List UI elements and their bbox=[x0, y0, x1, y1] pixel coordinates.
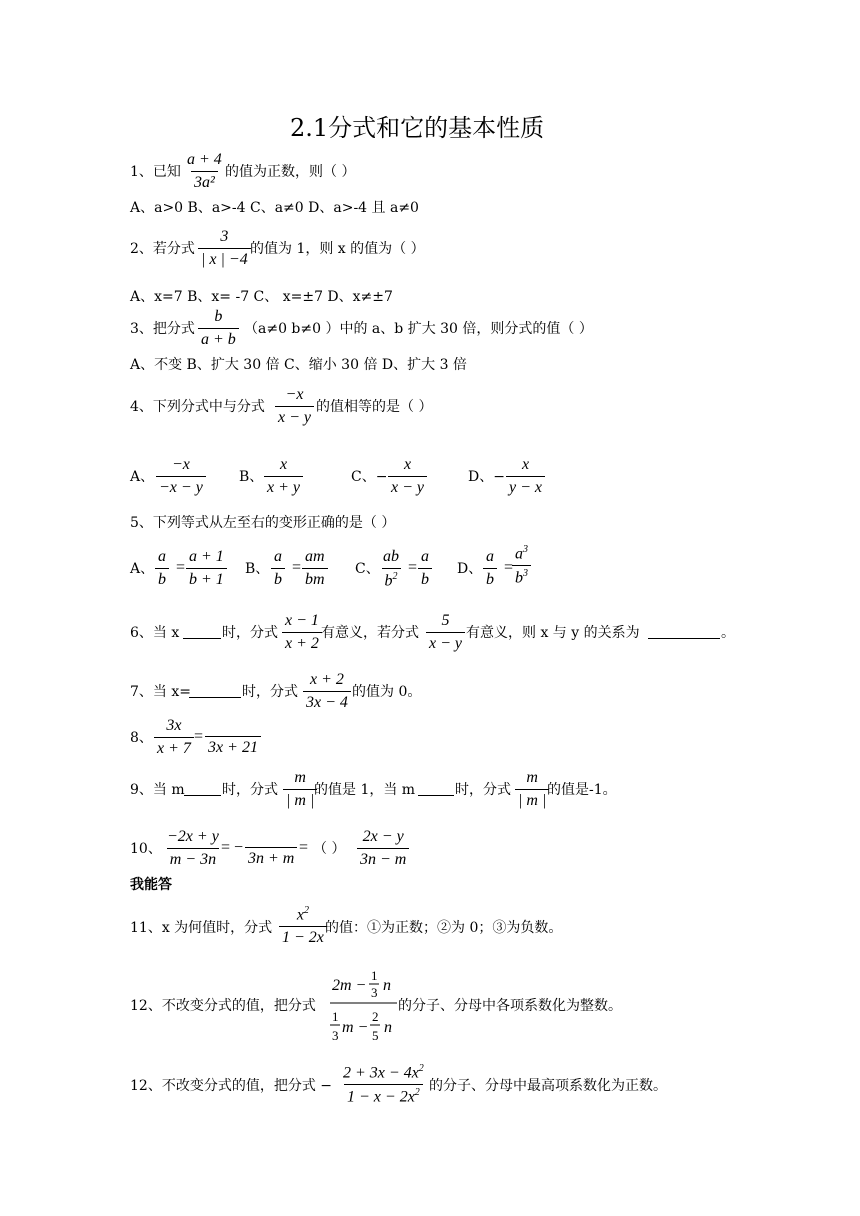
q5-option-a-right-fraction: a + 1 b + 1 bbox=[186, 549, 227, 588]
svg-text:1: 1 bbox=[332, 1009, 339, 1024]
q5-option-d-left-fraction: a b bbox=[483, 549, 497, 588]
q6-blank-1[interactable] bbox=[183, 638, 221, 639]
q2-suffix: 的值为 1，则 x 的值为（ ） bbox=[250, 241, 425, 257]
q6-text-2: 时，分式 bbox=[222, 625, 278, 641]
q5-option-c-right-fraction: a b bbox=[418, 549, 432, 588]
q7-blank[interactable] bbox=[189, 697, 241, 698]
q2-denominator: | x | −4 bbox=[198, 248, 251, 268]
q4-option-b-denominator: x + y bbox=[264, 476, 303, 496]
q4-option-b-fraction bbox=[264, 457, 303, 496]
q6-text-5: 。 bbox=[721, 625, 735, 641]
q4-option-d-fraction bbox=[506, 457, 545, 496]
q12b-text-2: 的分子、分母中最高项系数化为正数。 bbox=[429, 1078, 667, 1094]
q5-option-b-right-fraction: am bm bbox=[302, 549, 328, 588]
svg-text:2m −: 2m − bbox=[332, 977, 367, 994]
q6-text-1: 6、当 x bbox=[130, 625, 180, 641]
q4-denominator: x − y bbox=[275, 406, 314, 426]
q9-text-4: 时，分式 bbox=[455, 782, 511, 798]
q10-blank-numerator[interactable] bbox=[248, 829, 294, 847]
q10-fraction-3: 2x − y 3n − m bbox=[357, 829, 409, 868]
q6-fraction-1: x − 1 x + 2 bbox=[282, 613, 322, 652]
q4-option-d-denominator: y − x bbox=[506, 476, 545, 496]
page-title: 2.1分式和它的基本性质 bbox=[290, 114, 545, 142]
q3-prefix: 3、把分式 bbox=[130, 321, 195, 337]
svg-text:n: n bbox=[383, 977, 391, 994]
q6-text-4: 有意义，则 x 与 y 的关系为 bbox=[466, 625, 640, 641]
q3-denominator: a + b bbox=[198, 328, 239, 348]
q4-option-b-numerator: x bbox=[279, 456, 288, 473]
q12a-text-2: 的分子、分母中各项系数化为整数。 bbox=[398, 998, 622, 1014]
q5-option-b-label: B、 bbox=[245, 561, 270, 577]
q3-numerator: b bbox=[214, 308, 223, 325]
q5-option-c-equals: = bbox=[408, 559, 418, 576]
q4-suffix: 的值相等的是（ ） bbox=[316, 399, 433, 415]
q7-text-3: 的值为 0。 bbox=[352, 684, 422, 700]
q6-text-3: 有意义，若分式 bbox=[321, 625, 419, 641]
q4-prefix: 4、下列分式中与分式 bbox=[130, 399, 265, 415]
q7-text-2: 时，分式 bbox=[242, 684, 298, 700]
q3-fraction bbox=[198, 309, 239, 348]
q8-equals: = bbox=[194, 728, 204, 745]
q1-options: A、a>0 B、a>-4 C、a≠0 D、a>-4 且 a≠0 bbox=[130, 200, 419, 216]
q2-options: A、x=7 B、x= -7 C、 x=±7 D、x≠±7 bbox=[130, 289, 393, 305]
q1-numerator: a + 4 bbox=[187, 151, 222, 168]
q10-fraction-2: 3n + m bbox=[245, 829, 297, 867]
q4-fraction bbox=[275, 387, 314, 426]
svg-text:m −: m − bbox=[342, 1019, 369, 1036]
q4-option-c-denominator: x − y bbox=[388, 476, 427, 496]
q10-label: 10、 bbox=[130, 841, 162, 857]
q5-option-a-left-fraction: a b bbox=[155, 549, 169, 588]
q3-options: A、不变 B、扩大 30 倍 C、缩小 30 倍 D、扩大 3 倍 bbox=[130, 357, 467, 373]
svg-text:2: 2 bbox=[372, 1009, 379, 1024]
q9-blank-1[interactable] bbox=[184, 795, 221, 796]
q5-option-b-equals: = bbox=[292, 559, 302, 576]
q11-fraction: $x^2$ 1 − 2x bbox=[279, 906, 327, 946]
q5-option-a-label: A、 bbox=[130, 561, 155, 577]
q5-text: 5、下列等式从左至右的变形正确的是（ ） bbox=[130, 515, 396, 531]
q8-right-fraction: 3x + 21 bbox=[205, 718, 261, 756]
svg-text:3: 3 bbox=[371, 985, 378, 1000]
q9-fraction-1: m | m | bbox=[283, 770, 317, 809]
q12b-text-1: 12、不改变分式的值，把分式 − bbox=[130, 1078, 332, 1094]
q5-option-c-left-fraction: ab $b^2$ bbox=[383, 548, 399, 590]
q5-option-a-equals: = bbox=[176, 559, 186, 576]
q4-option-c-label: C、− bbox=[351, 469, 388, 485]
q4-option-a-fraction bbox=[156, 457, 206, 496]
q3-suffix: （a≠0 b≠0 ）中的 a、b 扩大 30 倍，则分式的值（ ） bbox=[244, 321, 593, 337]
q9-text-1: 9、当 m bbox=[130, 782, 185, 798]
q6-blank-2[interactable] bbox=[648, 638, 720, 639]
q2-fraction bbox=[198, 229, 251, 268]
q4-option-b-label: B、 bbox=[239, 469, 264, 485]
q9-fraction-2: m | m | bbox=[515, 770, 549, 809]
q9-text-2: 时，分式 bbox=[222, 782, 278, 798]
q1-denominator: 3a² bbox=[191, 171, 218, 191]
q7-fraction: x + 2 3x − 4 bbox=[303, 672, 351, 711]
q1-prefix: 1、已知 bbox=[130, 164, 181, 180]
q4-option-a-numerator: −x bbox=[171, 456, 190, 473]
q4-option-d-numerator: x bbox=[521, 456, 530, 473]
svg-text:3: 3 bbox=[332, 1028, 339, 1043]
q9-text-5: 的值是-1。 bbox=[547, 782, 617, 798]
q10-equals-1: = − bbox=[221, 839, 244, 856]
q8-label: 8、 bbox=[130, 730, 153, 746]
q4-option-a-denominator: −x − y bbox=[156, 476, 206, 496]
q12b-fraction: $2 + 3x - 4x^2$ $1 - x - 2x^2$ bbox=[343, 1063, 424, 1106]
svg-text:1: 1 bbox=[371, 968, 378, 983]
q10-fraction-1: −2x + y m − 3n bbox=[167, 828, 219, 868]
q9-blank-2[interactable] bbox=[418, 795, 454, 796]
q2-prefix: 2、若分式 bbox=[130, 241, 195, 257]
q4-option-a-label: A、 bbox=[130, 469, 155, 485]
svg-text:n: n bbox=[384, 1019, 392, 1036]
section-heading: 我能答 bbox=[130, 877, 172, 893]
q4-option-c-numerator: x bbox=[403, 456, 412, 473]
q6-fraction-2: 5 x − y bbox=[426, 613, 465, 652]
q8-blank-numerator[interactable] bbox=[205, 718, 261, 736]
q9-text-3: 的值是 1，当 m bbox=[314, 782, 416, 798]
q10-paren: （ ） bbox=[313, 841, 346, 857]
svg-text:5: 5 bbox=[372, 1028, 379, 1043]
q10-equals-2: = bbox=[299, 839, 309, 856]
q5-option-c-label: C、 bbox=[355, 561, 380, 577]
q2-numerator: 3 bbox=[220, 228, 229, 245]
q4-option-d-label: D、− bbox=[468, 469, 505, 485]
q1-suffix: 的值为正数，则（ ） bbox=[225, 164, 356, 180]
q11-text-2: 的值：①为正数；②为 0；③为负数。 bbox=[325, 920, 563, 936]
q5-option-d-label: D、 bbox=[457, 561, 483, 577]
q1-fraction bbox=[184, 152, 225, 191]
q12a-fraction-svg bbox=[329, 966, 399, 1046]
q8-left-fraction: 3x x + 7 bbox=[154, 718, 194, 757]
q7-text-1: 7、当 x= bbox=[130, 684, 191, 700]
q4-option-c-fraction bbox=[388, 457, 427, 496]
q12a-text-1: 12、不改变分式的值，把分式 bbox=[130, 998, 316, 1014]
q5-option-b-left-fraction: a b bbox=[271, 549, 285, 588]
q5-option-d-right-fraction: $a^3$ $b^3$ bbox=[512, 545, 531, 587]
q4-numerator: −x bbox=[285, 386, 304, 403]
q11-text-1: 11、x 为何值时，分式 bbox=[130, 920, 273, 936]
q5-option-d-equals: = bbox=[504, 559, 514, 576]
